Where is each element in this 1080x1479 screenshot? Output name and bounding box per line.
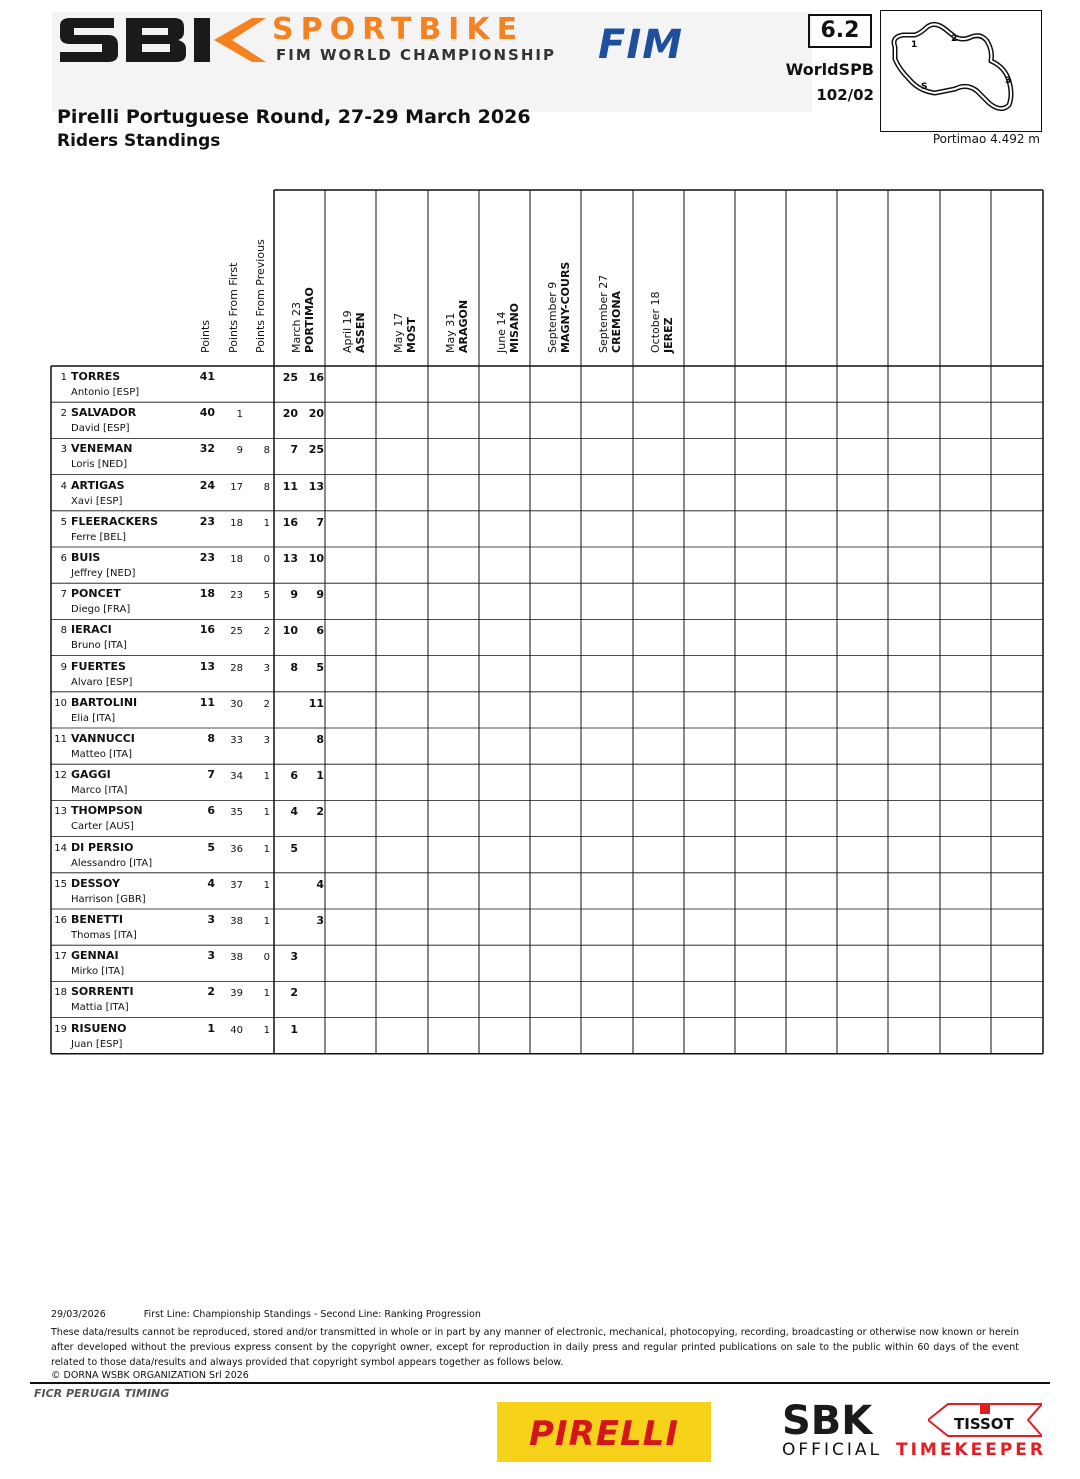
rider-firstname: Xavi [ESP] (71, 495, 123, 507)
rider-points-from-previous: 3 (263, 662, 270, 674)
round-name: JEREZ (662, 317, 675, 353)
rider-surname: BARTOLINI (71, 695, 138, 709)
rider-points-from-previous: 5 (263, 590, 270, 602)
sbk-footer-logo-text: SBK (782, 1400, 873, 1440)
rider-points: 41 (199, 370, 215, 383)
race1-points: 7 (290, 443, 298, 457)
rider-surname: SORRENTI (71, 985, 134, 999)
rider-position: 17 (54, 951, 67, 963)
race2-points: 7 (316, 515, 324, 529)
rider-firstname: Thomas [ITA] (71, 930, 137, 941)
rider-position: 15 (54, 878, 67, 890)
race2-points: 16 (308, 371, 324, 384)
race1-points: 2 (290, 986, 298, 1000)
rider-position: 1 (60, 372, 67, 383)
rider-points-from-previous: 1 (263, 879, 270, 891)
race2-points: 3 (316, 914, 324, 927)
rider-firstname: Alessandro [ITA] (71, 857, 153, 869)
rider-points-from-previous: 1 (263, 517, 270, 529)
rider-points-from-first: 17 (230, 481, 243, 493)
rider-firstname: Mirko [ITA] (71, 966, 125, 978)
track-length: Portimao 4.492 m (932, 132, 1040, 146)
tissot-logo-text: TISSOT (954, 1415, 1014, 1433)
rider-surname: ARTIGAS (71, 478, 125, 492)
rider-surname: GAGGI (71, 768, 111, 782)
timing-provider: FICR PERUGIA TIMING (34, 1387, 170, 1400)
round-name: MOST (405, 317, 418, 353)
race2-points: 5 (316, 660, 324, 674)
round-name: MISANO (508, 302, 521, 353)
rider-surname: THOMPSON (71, 804, 143, 818)
rider-surname: VENEMAN (71, 442, 133, 456)
race1-points: 9 (290, 588, 298, 602)
page-subtitle: Riders Standings (57, 131, 221, 151)
official-label: OFFICIAL (782, 1440, 882, 1460)
rider-firstname: Marco [ITA] (71, 785, 128, 797)
rider-points-from-first: 36 (230, 843, 243, 855)
col-header-from-first: Points From First (227, 262, 240, 353)
round-header (290, 200, 318, 353)
round-header (649, 200, 677, 353)
start-label: S (921, 82, 928, 92)
footer-date: 29/03/2026 (51, 1309, 106, 1320)
round-date: April 19 (341, 310, 354, 353)
rider-points-from-previous: 2 (263, 698, 270, 710)
rider-firstname: Mattia [ITA] (71, 1002, 129, 1014)
sbk-footer-logo (782, 1400, 922, 1440)
rider-position: 11 (54, 734, 67, 745)
rider-points-from-first: 23 (230, 590, 243, 602)
rider-points-from-previous: 1 (263, 771, 270, 783)
rider-surname: TORRES (71, 370, 121, 383)
rider-position: 14 (54, 842, 67, 854)
rider-points-from-first: 25 (230, 626, 243, 638)
rider-surname: GENNAI (71, 949, 119, 963)
col-header-from-previous: Points From Previous (254, 239, 267, 353)
race1-points: 5 (290, 841, 298, 855)
race2-points: 2 (316, 805, 324, 819)
round-header (495, 200, 523, 353)
rider-points: 5 (207, 840, 215, 854)
rider-points: 11 (199, 695, 215, 709)
rider-points: 23 (199, 551, 215, 564)
footer-divider (30, 1382, 1050, 1384)
rider-position: 7 (60, 589, 67, 601)
rider-points: 7 (207, 768, 215, 782)
rider-points-from-first: 28 (230, 662, 243, 674)
rider-points: 1 (207, 1021, 215, 1035)
rider-points: 8 (207, 732, 215, 745)
rider-points-from-previous: 0 (263, 952, 270, 964)
rider-firstname: Matteo [ITA] (71, 749, 132, 760)
rider-surname: PONCET (71, 587, 121, 601)
race1-points: 3 (290, 950, 298, 964)
rider-surname: VANNUCCI (71, 732, 135, 745)
race2-points: 20 (308, 407, 324, 421)
rider-firstname: Jeffrey [NED] (71, 568, 136, 579)
race1-points: 11 (282, 479, 298, 493)
turn-2-label: 2 (951, 34, 958, 44)
rider-surname: RISUENO (71, 1021, 127, 1035)
round-date: September 27 (597, 274, 610, 353)
rider-points-from-previous: 2 (263, 626, 270, 638)
round-date: May 31 (444, 312, 457, 353)
rider-points: 3 (207, 913, 215, 926)
round-name: ARAGON (457, 299, 470, 353)
race1-points: 1 (290, 1022, 298, 1036)
rider-points-from-first: 39 (230, 988, 243, 1000)
rider-points-from-first: 35 (230, 807, 243, 819)
rider-points-from-first: 18 (230, 517, 243, 529)
rider-surname: BUIS (71, 551, 101, 564)
rider-points: 16 (199, 623, 215, 637)
round-header (392, 200, 420, 353)
rider-firstname: Loris [NED] (71, 459, 128, 471)
round-header (341, 200, 369, 353)
rider-points-from-previous: 1 (263, 807, 270, 819)
round-header (546, 200, 574, 353)
rider-position: 9 (60, 661, 67, 673)
turn-3-label: 3 (1005, 76, 1012, 86)
rider-position: 10 (54, 697, 67, 709)
footer-copyright: © DORNA WSBK ORGANIZATION Srl 2026 (51, 1370, 249, 1381)
col-header-points: Points (199, 319, 212, 353)
rider-points-from-previous: 1 (263, 843, 270, 855)
rider-points: 23 (199, 514, 215, 528)
rider-points-from-previous: 1 (263, 916, 270, 927)
rider-points-from-first: 38 (230, 952, 243, 964)
rider-position: 3 (60, 444, 67, 456)
race1-points: 6 (290, 769, 298, 783)
rider-position: 4 (60, 480, 67, 492)
rider-firstname: Juan [ESP] (71, 1038, 123, 1050)
race1-points: 20 (282, 407, 298, 421)
rider-points: 6 (207, 804, 215, 818)
rider-surname: BENETTI (71, 913, 123, 926)
rider-points-from-previous: 3 (263, 735, 270, 746)
footer-disclaimer: These data/results cannot be reproduced, stored and/or transmitted in whole or in part by any manner of electronic, mechanical, photocopying, recording, broadcasting or otherwise now known or herein after developed without the previous express consent by the copyright owner, except for reproduction in daily press and regular printed publications on sale to the public within 60 days of the event related to those data/results and always provided that copyright symbol appears together as follows below. (51, 1327, 1019, 1368)
rider-points: 4 (207, 876, 215, 890)
round-name: MAGNY-COURS (559, 261, 572, 353)
rider-points-from-first: 40 (230, 1024, 243, 1036)
footer-legend: First Line: Championship Standings - Second Line: Ranking Progression (143, 1309, 481, 1320)
round-name: CREMONA (610, 290, 623, 353)
rider-points-from-first: 18 (230, 554, 243, 565)
race2-points: 9 (316, 588, 324, 602)
rider-firstname: David [ESP] (71, 423, 130, 435)
round-name: PORTIMAO (303, 287, 316, 353)
round-name: ASSEN (354, 312, 367, 353)
rider-position: 5 (60, 516, 67, 528)
race2-points: 1 (316, 769, 324, 783)
rider-points-from-previous: 1 (263, 1024, 270, 1036)
fim-logo: FIM (598, 22, 684, 68)
race2-points: 10 (308, 552, 324, 565)
rider-points: 2 (207, 985, 215, 999)
race2-points: 13 (308, 479, 324, 493)
rider-surname: FUERTES (71, 659, 126, 673)
rider-points: 24 (199, 478, 215, 492)
page-title: Pirelli Portuguese Round, 27-29 March 2026 (57, 106, 531, 128)
rider-points-from-previous: 8 (263, 481, 270, 493)
rider-points-from-previous: 0 (263, 554, 270, 565)
rider-surname: IERACI (71, 623, 112, 637)
rider-surname: DESSOY (71, 876, 120, 890)
race1-points: 4 (290, 805, 298, 819)
rider-points-from-first: 9 (236, 445, 243, 457)
rider-points: 32 (199, 442, 215, 456)
rider-surname: FLEERACKERS (71, 514, 159, 528)
rider-points: 40 (199, 406, 215, 420)
round-header (597, 200, 625, 353)
round-date: June 14 (495, 311, 508, 353)
rider-points-from-first: 34 (230, 771, 243, 783)
round-date: October 18 (649, 291, 662, 353)
footer-note (51, 1309, 481, 1320)
series-name: WorldSPB (785, 60, 874, 79)
race1-points: 25 (282, 371, 298, 384)
pirelli-logo-text: PIRELLI (529, 1414, 679, 1454)
rider-points: 13 (199, 659, 215, 673)
race1-points: 13 (282, 552, 298, 565)
rider-firstname: Elia [ITA] (71, 712, 116, 724)
round-date: September 9 (546, 281, 559, 353)
brand-title: SPORTBIKE (272, 12, 525, 47)
turn-1-label: 1 (911, 40, 918, 50)
rider-position: 19 (54, 1023, 67, 1035)
rider-position: 2 (60, 408, 67, 420)
rider-points-from-previous: 8 (263, 445, 270, 457)
round-date: May 17 (392, 312, 405, 353)
race1-points: 10 (282, 624, 298, 638)
race2-points: 4 (316, 877, 324, 891)
rider-points-from-first: 33 (230, 735, 243, 746)
rider-position: 12 (54, 770, 67, 782)
rider-firstname: Ferre [BEL] (71, 531, 127, 543)
race2-points: 8 (316, 733, 324, 746)
rider-firstname: Alvaro [ESP] (71, 676, 133, 688)
rider-points-from-previous: 1 (263, 988, 270, 1000)
rider-firstname: Diego [FRA] (71, 604, 131, 616)
race2-points: 25 (308, 443, 324, 457)
brand-subtitle: FIM WORLD CHAMPIONSHIP (276, 46, 556, 64)
page-count: 102/02 (816, 86, 874, 104)
rider-firstname: Antonio [ESP] (71, 387, 140, 398)
race1-points: 8 (290, 660, 298, 674)
rider-points-from-first: 38 (230, 916, 243, 927)
rider-points: 18 (199, 587, 215, 601)
rider-position: 13 (54, 806, 67, 818)
rider-position: 16 (54, 915, 67, 926)
rider-firstname: Harrison [GBR] (71, 893, 146, 905)
race2-points: 6 (316, 624, 324, 638)
rider-position: 8 (60, 625, 67, 637)
round-header (444, 200, 472, 353)
rider-firstname: Bruno [ITA] (71, 640, 127, 652)
rider-points-from-first: 30 (230, 698, 243, 710)
rider-position: 6 (60, 553, 67, 564)
race1-points: 16 (282, 515, 298, 529)
round-date: March 23 (290, 301, 303, 353)
race2-points: 11 (308, 696, 324, 710)
rider-position: 18 (54, 987, 67, 999)
rider-firstname: Carter [AUS] (71, 821, 134, 833)
rider-points-from-first: 37 (230, 879, 243, 891)
rider-points: 3 (207, 949, 215, 963)
document-number: 6.2 (808, 14, 872, 48)
rider-surname: DI PERSIO (71, 840, 134, 854)
rider-surname: SALVADOR (71, 406, 137, 420)
timekeeper-label: TIMEKEEPER (896, 1440, 1047, 1460)
rider-points-from-first: 1 (236, 409, 243, 421)
tissot-logo (928, 1402, 1042, 1438)
